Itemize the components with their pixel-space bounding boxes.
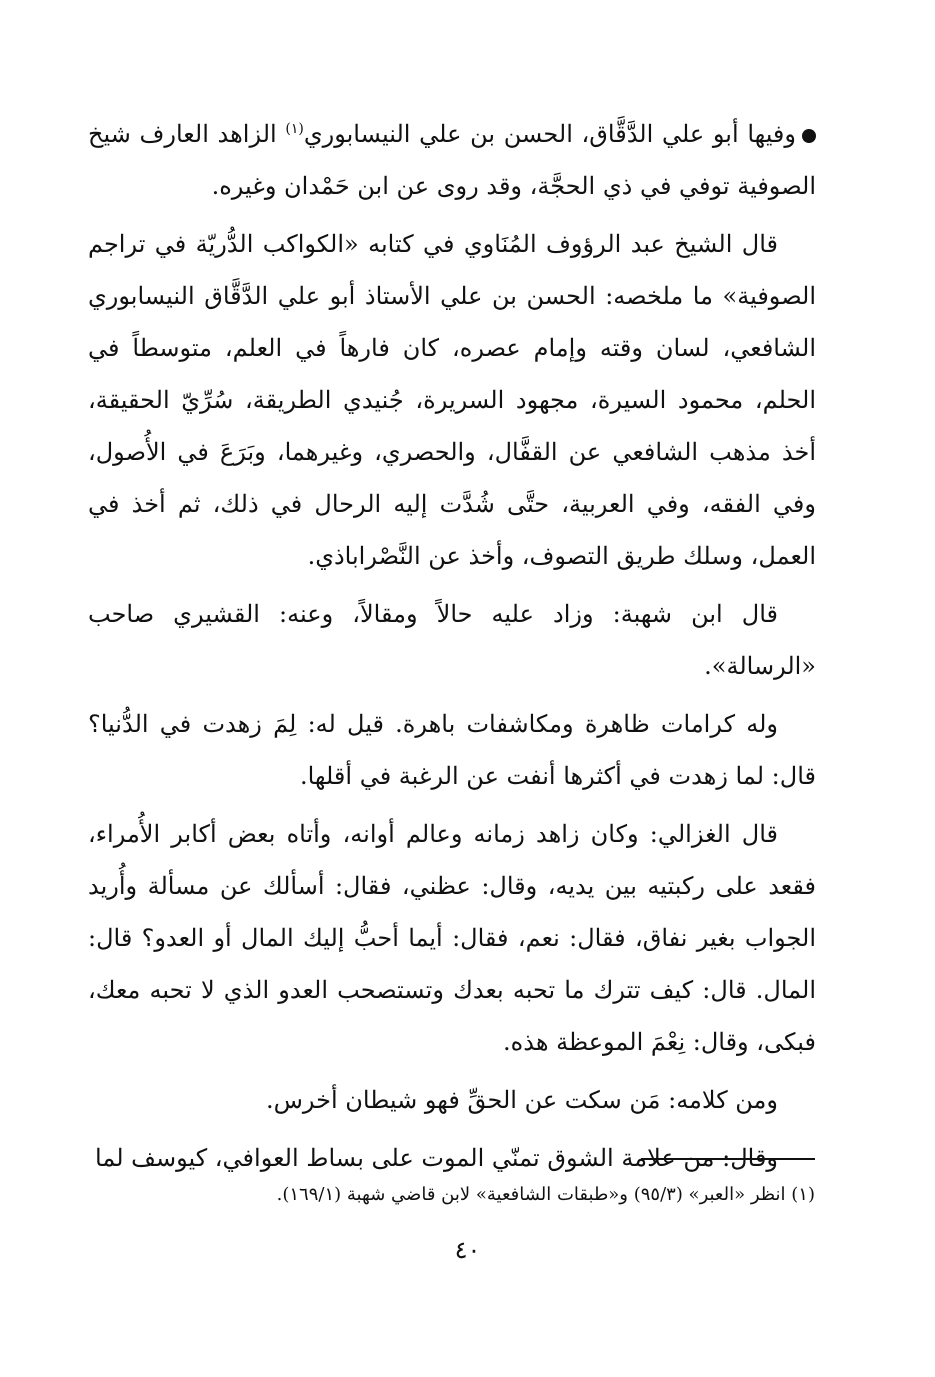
paragraph-1-text-b: الزاهد العارف شيخ الصوفية توفي في ذي الحجَّة، وقد روى عن ابن حَمْدان وغيره. <box>88 120 816 200</box>
paragraph-2: قال الشيخ عبد الرؤوف المُنَاوي في كتابه «الكواكب الدُّريّة في تراجم الصوفية» ما ملخصه: الحسن بن علي الأستاذ أبو علي الدَّقَّاق النيسابوري الشافعي، لسان وقته وإمام عصره، كان فارهاً في العلم، متوسطاً في الحلم، محمود السيرة، مجهود السريرة، جُنيدي الطريقة، سُرِّيّ الحقيقة، أخذ مذهب الشافعي عن القفَّال، والحصري، وغيرهما، وبَرَعَ في الأُصول، وفي الفقه، وفي العربية، حتَّى شُدَّت إليه الرحال في ذلك، ثم أخذ في العمل، وسلك طريق التصوف، وأخذ عن النَّصْراباذي. <box>88 230 817 570</box>
paragraph-5: قال الغزالي: وكان زاهد زمانه وعالم أوانه، وأتاه بعض أكابر الأُمراء، فقعد على ركبتيه بين يديه، وقال: عظني، فقال: أسألك عن مسألة وأُريد الجواب بغير نفاق، فقال: نعم، فقال: أيما أحبُّ إليك المال أو العدو؟ قال: المال. قال: كيف تترك ما تحبه بعدك وتستصحب العدو الذي لا تحبه معك، فبكى، وقال: نِعْمَ الموعظة هذه. <box>88 820 817 1056</box>
paragraph-1-text-a: وفيها أبو علي الدَّقَّاق، الحسن بن علي النيسابوري <box>303 120 796 148</box>
paragraph-7: وقال: من علامة الشوق تمنّي الموت على بساط العوافي، كيوسف لما <box>95 1144 778 1172</box>
page-number: ٤٠ <box>454 1236 481 1264</box>
paragraph-6: ومن كلامه: مَن سكت عن الحقِّ فهو شيطان أخرس. <box>265 1086 778 1114</box>
page-body <box>88 108 816 1190</box>
bullet-icon <box>802 129 816 143</box>
paragraph-1 <box>88 108 816 212</box>
paragraph-3: قال ابن شهبة: وزاد عليه حالاً ومقالاً، وعنه: القشيري صاحب «الرسالة». <box>88 600 816 680</box>
paragraph-4: وله كرامات ظاهرة ومكاشفات باهرة. قيل له: لِمَ زهدت في الدُّنيا؟ قال: لما زهدت في أكثرها أنفت عن الرغبة في أقلها. <box>88 710 816 790</box>
footnote-ref: (١) <box>285 121 304 137</box>
footnote-divider <box>641 1158 815 1160</box>
footnote: (١) انظر «العبر» (٩٥/٣) و«طبقات الشافعية» لابن قاضي شهبة (١٦٩/١). <box>276 1184 815 1205</box>
